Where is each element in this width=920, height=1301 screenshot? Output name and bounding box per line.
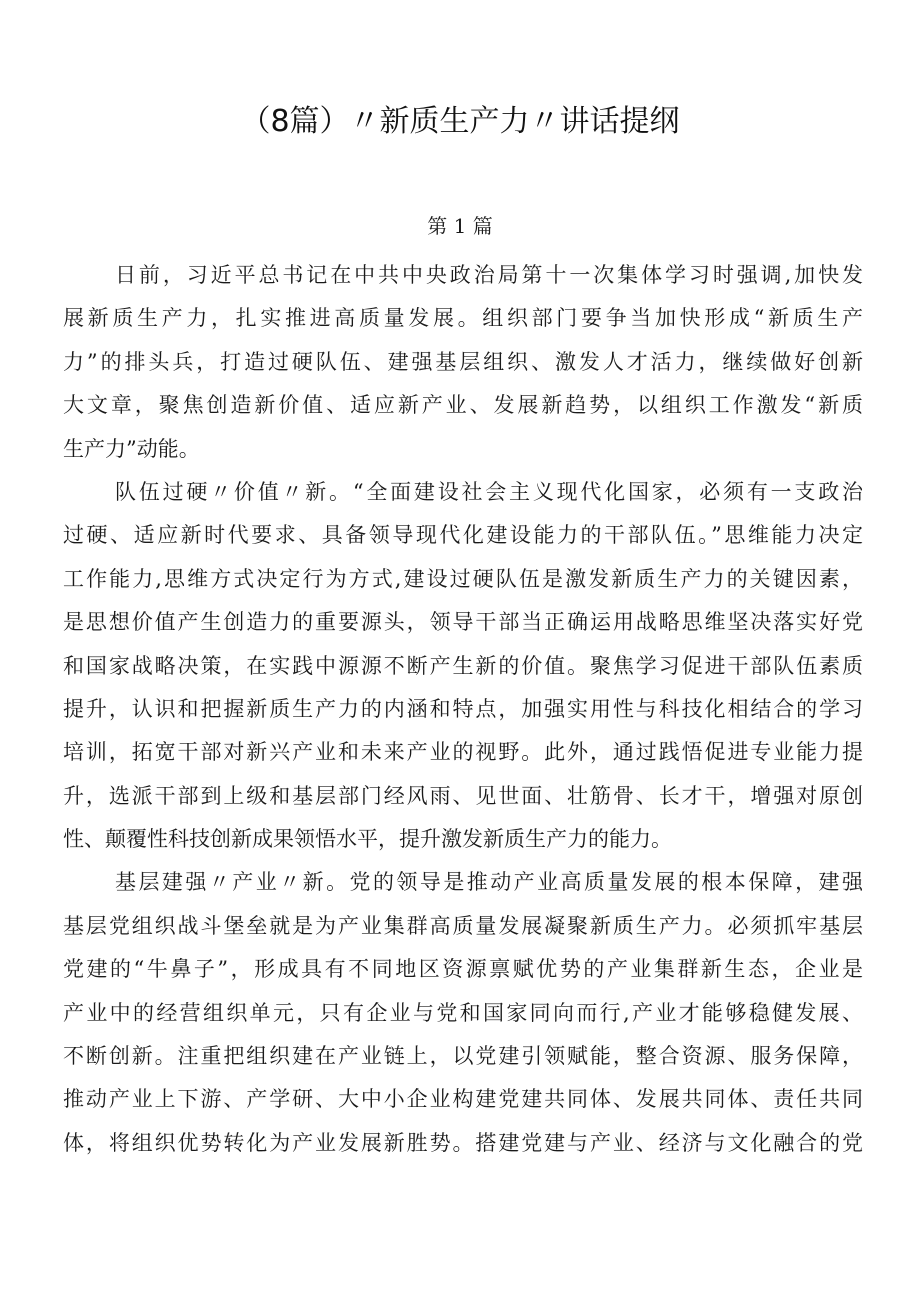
paragraph-2 [63,471,863,862]
text-line: 党建的“牛鼻子”，形成具有不同地区资源禀赋优势的产业集群新生态，企业是 [63,957,863,982]
text-line: 和国家战略决策，在实践中源源不断产生新的价值。聚焦学习促进干部队伍素质 [63,653,863,678]
text-line: 性、颠覆性科技创新成果领悟水平，提升激发新质生产力的能力。 [63,827,672,852]
text-line: 大文章，聚焦创造新价值、适应新产业、发展新趋势，以组织工作激发“新质 [63,393,863,418]
text-line: 提升，认识和把握新质生产力的内涵和特点，加强实用性与科技化相结合的学习 [63,696,863,721]
text-line: 体，将组织优势转化为产业发展新胜势。搭建党建与产业、经济与文化融合的党 [63,1130,863,1155]
text-line: 日前，习近平总书记在中共中央政治局第十一次集体学习时强调,加快发 [115,263,863,287]
text-line: 不断创新。注重把组织建在产业链上，以党建引领赋能，整合资源、服务保障， [63,1044,863,1069]
text-line: 产业中的经营组织单元，只有企业与党和国家同向而行,产业才能够稳健发展、 [63,1000,863,1025]
text-line: 展新质生产力，扎实推进高质量发展。组织部门要争当加快形成“新质生产 [63,306,863,331]
text-line: 升，选派干部到上级和基层部门经风雨、见世面、壮筋骨、长才干，增强对原创 [63,783,863,808]
text-line: 推动产业上下游、产学研、大中小企业构建党建共同体、发展共同体、责任共同 [63,1087,863,1112]
text-line: 基层建强〃产业〃新。党的领导是推动产业高质量发展的根本保障，建强 [115,870,863,895]
text-line: 生产力”动能。 [63,436,200,461]
paragraph-3 [63,861,863,1165]
text-line: 力”的排头兵，打造过硬队伍、建强基层组织、激发人才活力，继续做好创新 [63,349,863,374]
section-label: 第 1 篇 [427,214,493,238]
text-line: 队伍过硬〃价值〃新。“全面建设社会主义现代化国家，必须有一支政治 [115,479,863,504]
text-line: 基层党组织战斗堡垒就是为产业集群高质量发展凝聚新质生产力。必须抓牢基层 [63,913,863,938]
text-line: 培训，拓宽干部对新兴产业和未来产业的视野。此外，通过践悟促进专业能力提 [63,740,863,765]
text-line: 是思想价值产生创造力的重要源头，领导干部当正确运用战略思维坚决落实好党 [63,610,863,635]
text-line: 过硬、适应新时代要求、具备领导现代化建设能力的干部队伍。”思维能力决定 [63,523,863,548]
paragraph-1 [63,254,863,471]
document-body [63,254,863,1165]
text-line: 工作能力,思维方式决定行为方式,建设过硬队伍是激发新质生产力的关键因素， [63,566,863,591]
document-title: （8篇）〃新质生产力〃讲话提纲 [240,104,680,139]
